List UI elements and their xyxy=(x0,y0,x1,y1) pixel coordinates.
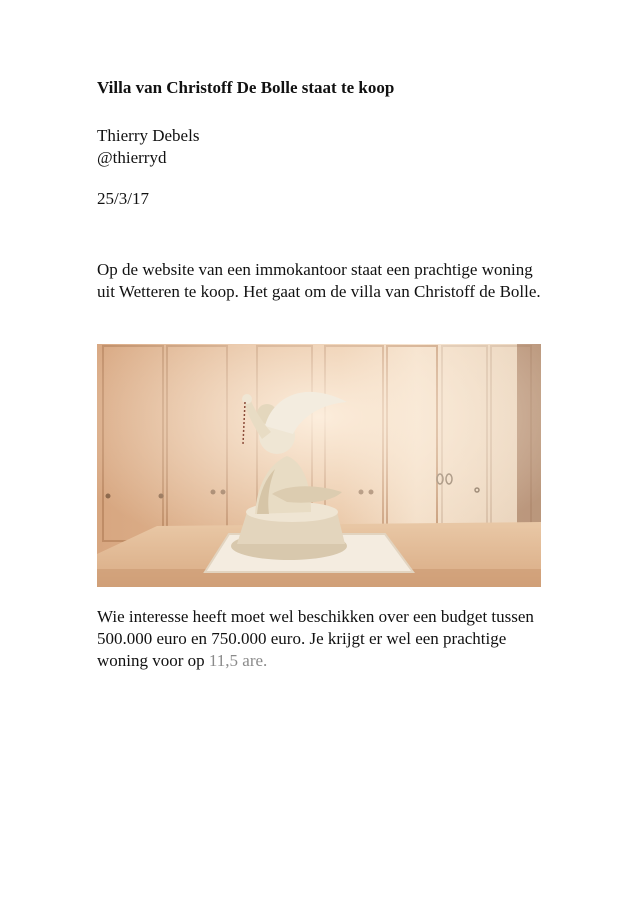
statue-photo-illustration xyxy=(97,344,541,587)
area-link[interactable]: 11,5 are. xyxy=(208,651,268,670)
intro-paragraph: Op de website van een immokantoor staat een prachtige woning uit Wetteren te koop. Het gaat om de villa van Christoff de Bolle. xyxy=(97,260,541,301)
budget-paragraph xyxy=(97,606,552,672)
author-handle: @thierryd xyxy=(97,148,167,167)
article-photo xyxy=(97,344,541,587)
budget-paragraph-text: Wie interesse heeft moet wel beschikken over een budget tussen 500.000 euro en 750.000 euro. Je krijgt er wel een prachtige woning voor op xyxy=(97,607,534,670)
publish-date: 25/3/17 xyxy=(97,189,149,208)
author-name: Thierry Debels xyxy=(97,126,200,145)
byline xyxy=(97,125,199,169)
article-title: Villa van Christoff De Bolle staat te koop xyxy=(97,78,395,97)
